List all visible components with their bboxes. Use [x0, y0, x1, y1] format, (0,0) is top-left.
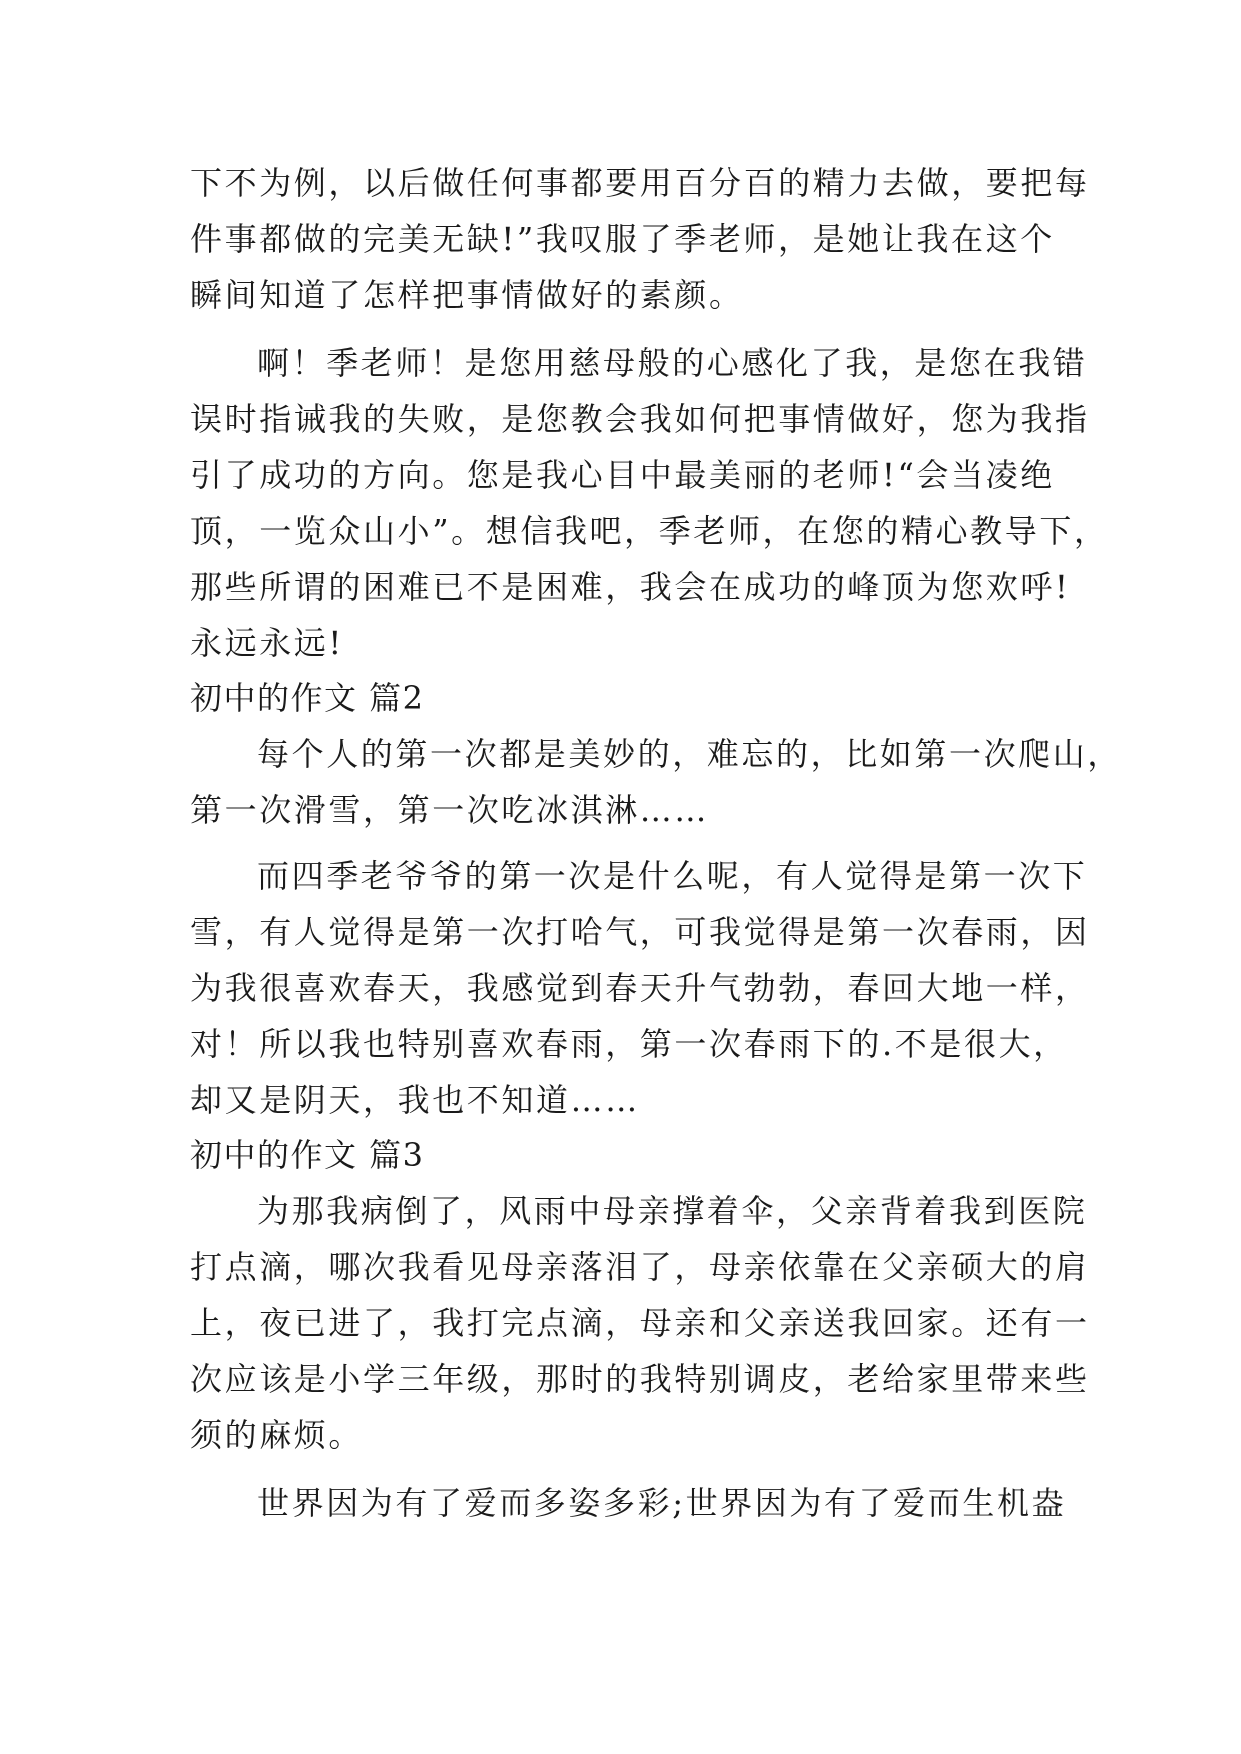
text-line: 雪，有人觉得是第一次打哈气，可我觉得是第一次春雨，因 — [190, 913, 1090, 951]
text-line: 却又是阴天，我也不知道…… — [190, 1081, 640, 1119]
text-line: 打点滴，哪次我看见母亲落泪了，母亲依靠在父亲硕大的肩 — [190, 1248, 1090, 1286]
text-line: 第一次滑雪，第一次吃冰淇淋…… — [190, 791, 710, 829]
text-line: 引了成功的方向。您是我心目中最美丽的老师!“会当凌绝 — [190, 456, 1055, 494]
paragraph-start-line: 为那我病倒了，风雨中母亲撑着伞，父亲背着我到医院 — [257, 1192, 1088, 1230]
paragraph-start-line: 世界因为有了爱而多姿多彩;世界因为有了爱而生机盎 — [257, 1484, 1067, 1522]
text-line: 永远永远! — [190, 624, 344, 662]
text-line: 件事都做的完美无缺!”我叹服了季老师，是她让我在这个 — [190, 220, 1055, 258]
text-line: 下不为例，以后做任何事都要用百分百的精力去做，要把每 — [190, 164, 1090, 202]
text-line: 对！所以我也特别喜欢春雨，第一次春雨下的.不是很大， — [190, 1025, 1068, 1063]
text-line: 那些所谓的困难已不是困难，我会在成功的峰顶为您欢呼! — [190, 568, 1071, 606]
text-line: 上，夜已进了，我打完点滴，母亲和父亲送我回家。还有一 — [190, 1304, 1090, 1342]
text-line: 须的麻烦。 — [190, 1416, 364, 1454]
text-line: 为我很喜欢春天，我感觉到春天升气勃勃，春回大地一样， — [190, 969, 1090, 1007]
text-line: 次应该是小学三年级，那时的我特别调皮，老给家里带来些 — [190, 1360, 1090, 1398]
text-line: 误时指诫我的失败，是您教会我如何把事情做好，您为我指 — [190, 400, 1090, 438]
section-heading: 初中的作文 篇3 — [190, 1136, 425, 1174]
text-line: 瞬间知道了怎样把事情做好的素颜。 — [190, 276, 744, 314]
section-heading: 初中的作文 篇2 — [190, 679, 425, 717]
paragraph-start-line: 而四季老爷爷的第一次是什么呢，有人觉得是第一次下 — [257, 857, 1088, 895]
text-line: 顶，一览众山小”。想信我吧，季老师，在您的精心教导下， — [190, 512, 1109, 550]
paragraph-start-line: 每个人的第一次都是美妙的，难忘的，比如第一次爬山， — [257, 735, 1123, 773]
paragraph-start-line: 啊！季老师！是您用慈母般的心感化了我，是您在我错 — [257, 344, 1088, 382]
